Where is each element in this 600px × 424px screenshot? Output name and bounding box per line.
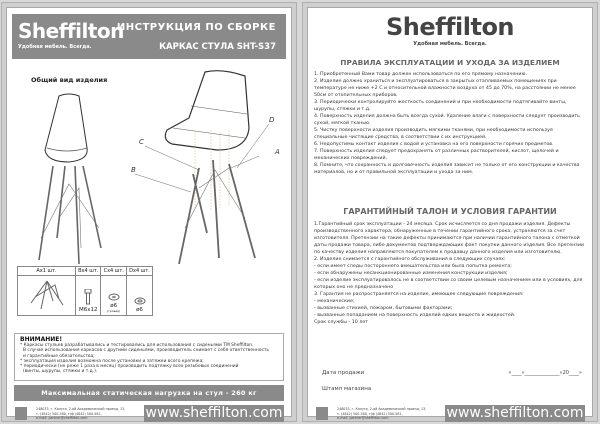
part-c-note: (гровер): [107, 309, 121, 313]
rule-item: 1. Приобретенный Вами товар должен использоваться по его прямому назначению.: [314, 72, 527, 77]
brand-block: [308, 14, 592, 47]
footer: [14, 404, 284, 422]
part-c-cell: [101, 276, 127, 316]
bolt-icon: [84, 289, 92, 305]
part-d-size: ø6: [136, 307, 143, 313]
store-stamp-label: Штамп магазина: [322, 386, 372, 392]
header-bar: [12, 14, 286, 59]
brand-logo: Sheffilton: [18, 19, 124, 43]
warranty-item: - вызванные стихией, пожаром, бытовыми факторами;: [314, 306, 453, 311]
warranty-item: - если имеет следы постороннего вмешательства или была попытка ремонта;: [314, 264, 512, 269]
max-load-banner: Максимальная статическая нагрузка на стул - 260 кг: [14, 385, 284, 401]
callout-a: A: [275, 148, 280, 156]
warning-box: [14, 333, 284, 381]
warranty-title: ГАРАНТИЙНЫЙ ТАЛОН И УСЛОВИЯ ГАРАНТИИ: [343, 207, 557, 216]
rules-list: [314, 71, 587, 176]
warranty-item: - механические;: [314, 299, 355, 304]
warranty-item: - если изделие эксплуатировалось не в соответствии со своим целевым назначением или в условиях, для которых оно не предназначено: [314, 278, 583, 290]
brand-tagline: Удобная мебель. Всегда.: [18, 44, 92, 50]
warranty-item: 1.Гарантийный срок эксплуатации - 24 месяца. Срок исчисляется со дня продажи изделия. Дефекты производственного характера, обнаруженные в течении гарантийного срока, устраняются за счет изготовителя. Претензии на такие дефекты принимаются при наличии гарантийного талона с отметкой даты продажи товара, либо документов подтверждающих факт покупки данного изделия. Все претензии по качеству изделия направляются покупателем к продавцу данного изделия или изготовителю.: [314, 222, 585, 255]
part-a-cell: [18, 276, 76, 316]
warning-line: (винты, шурупы, стяжки и т.д.).: [23, 369, 98, 375]
warning-line: * Каркасы стульев разрабатывались и тестировались для использования с сиденьями ТМ Sheffilton.: [20, 343, 254, 348]
page-frame: [307, 7, 593, 421]
part-b-size: M6x12: [78, 307, 98, 313]
phone-line: т. (4842) 500-580, т/ф (4842) 500-581,: [337, 411, 403, 416]
email-line[interactable]: e-mail: partner@sheffilton.com: [36, 416, 88, 420]
rule-item: 8. Помните, что сохранность и долговечность изделия зависит не только от его конструкции и качества материалов, но и от правильной эксплуатации и ухода за ним.: [314, 163, 580, 175]
part-b-header: Bx4 шт.: [76, 267, 101, 276]
footer-square: [15, 407, 27, 420]
footer-square: [316, 407, 328, 420]
part-b-cell: [76, 276, 101, 316]
warranty-item: - вызванные попаданием на поверхность изделий едких веществ и жидкостей.: [314, 313, 516, 318]
assembly-instructions-page: [1, 2, 297, 422]
chair-general-view-drawing: [29, 88, 109, 268]
general-view-label: Общий вид изделия: [31, 76, 108, 84]
warranty-item: - если обнаружены несанкционированные изменения конструкции изделия;: [314, 271, 508, 276]
parts-table-header: [18, 267, 153, 276]
document-title: ИНСТРУКЦИЯ ПО СБОРКЕ: [116, 22, 276, 33]
phone-line: т. (4842) 500-580, т/ф (4842) 500-581,: [36, 411, 102, 416]
part-c-header: Cx4 шт.: [101, 267, 127, 276]
product-model: КАРКАС СТУЛА SHT-S37: [159, 42, 276, 52]
lock-washer-icon: [108, 293, 120, 301]
warranty-item: 3. Гарантия не распространяется на изделие, имеющее следующие повреждения:: [314, 292, 524, 297]
warranty-conditions: [314, 221, 587, 326]
website-link[interactable]: www.sheffilton.com: [446, 405, 584, 421]
rule-item: 5. Чистку поверхности изделия производить мягкими тканями, при необходимости используя специальные чистящие средства, в соответствии с их инструкцией.: [314, 128, 553, 140]
warning-title: ВНИМАНИЕ!: [20, 336, 63, 343]
rule-item: 4. Поверхность изделия должна быть всегда сухой. Удаление влаги с поверхности следует производить сухой, мягкой тканью.: [314, 114, 580, 126]
callout-b: B: [131, 166, 136, 174]
brand-logo: Sheffilton: [385, 13, 515, 41]
warning-line: и гарантийные обязательства;: [23, 353, 95, 359]
footer: [315, 404, 585, 422]
warning-line: * эксплуатация изделия возможна после установки и затяжки всего крепежа;: [20, 358, 204, 364]
warranty-item: 2. Изделие снимается с гарантийного обслуживания в следующих случаях:: [314, 257, 506, 262]
callout-c: C: [139, 138, 144, 146]
rules-title: ПРАВИЛА ЭКСПЛУАТАЦИИ И УХОДА ЗА ИЗДЕЛИЕМ: [340, 58, 560, 67]
warning-line: * периодически (не реже 1 раза в месяц) производить подтяжку всех резьбовых соединений: [20, 364, 239, 370]
page-frame: [6, 7, 292, 421]
base-frame-icon: [25, 277, 69, 311]
footer-address: [337, 407, 426, 421]
service-life: Срок службы - 10 лет: [314, 320, 369, 325]
parts-table: [17, 266, 153, 316]
warranty-page: [302, 2, 598, 422]
rule-item: 2. Изделие должно храниться и эксплуатироваться в закрытых отапливаемых помещениях при температуре не ниже +2 С и относительной влажности воздуха от 45 до 70%, на расстоянии не менее 50см от отопительных приборов.: [314, 79, 576, 98]
chair-exploded-view-drawing: [127, 68, 292, 268]
address-line: 248033, г. Калуга, 2-ой Академический проезд, 13,: [36, 407, 126, 411]
address-line: 248033, г. Калуга, 2-ой Академический проезд, 13,: [337, 407, 427, 411]
sale-date-label: Дата продажи: [322, 370, 365, 376]
parts-table-row: [18, 276, 153, 316]
part-d-cell: [127, 276, 153, 316]
warning-line: В случае использования каркасов с другими сиденьями, производитель снимает с себя ответственность: [23, 348, 270, 354]
rule-item: 7. Поверхность изделия следует предохранять от различных растворителей, кислот, щелочей и механических повреждений.: [314, 149, 559, 161]
rule-item: 6. Недопустимы контакт изделия с водой и установка на его поверхности горячих предметов.: [314, 142, 554, 147]
part-a-header: Ax1 шт.: [18, 267, 76, 276]
part-d-header: Dx4 шт.: [127, 267, 153, 276]
part-c-size: ø6: [110, 303, 118, 309]
callout-d: D: [269, 116, 275, 124]
footer-address: [36, 407, 125, 421]
brand-tagline: Удобная мебель. Всегда.: [413, 41, 487, 47]
washer-icon: [134, 297, 146, 305]
email-line[interactable]: e-mail: partner@sheffilton.com: [337, 416, 389, 420]
website-link[interactable]: www.sheffilton.com: [145, 405, 283, 421]
sale-date-field[interactable]: «____»______________«20____»: [508, 370, 582, 376]
rule-item: 3. Периодически контролируйте жесткость соединений и при необходимости подтягивайте винты, шурупы, стяжки и т.д.: [314, 100, 567, 112]
